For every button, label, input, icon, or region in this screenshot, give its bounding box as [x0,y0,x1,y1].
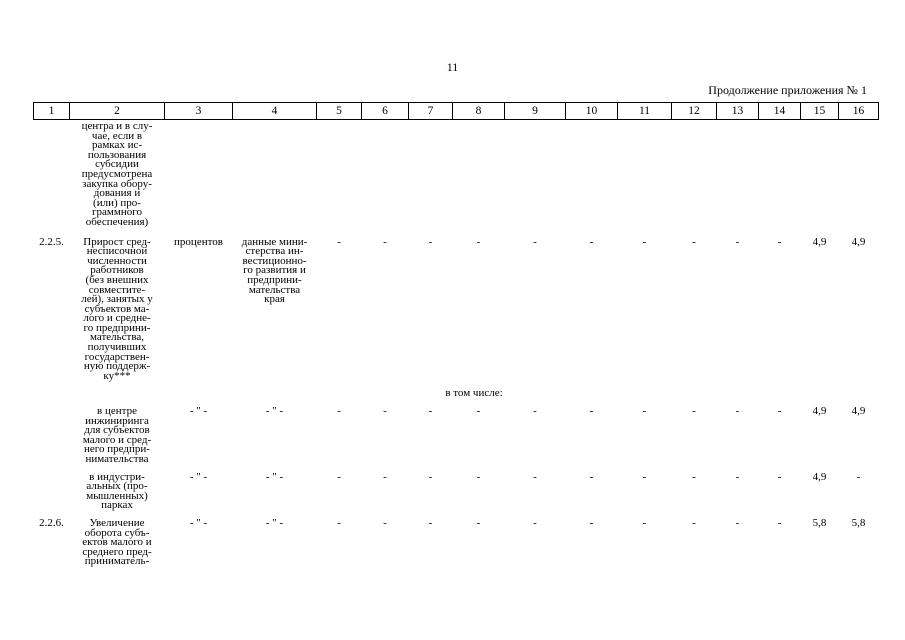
column-header: 15 [801,103,839,120]
table-cell [409,120,453,234]
table-cell: - [337,405,341,418]
table-cell [759,120,801,234]
table-cell [362,120,409,234]
table-cell: 2.2.6. [39,516,64,529]
column-header: 14 [759,103,801,120]
table-cell: - " - [265,516,284,529]
table-cell [672,120,717,234]
table-cell: - [735,405,740,418]
table-cell: 5,8 [812,516,827,529]
table-cell: - [589,470,594,483]
table-cell: - [735,516,740,529]
table-cell [505,120,566,234]
table-cell: - [589,405,594,418]
table-cell: - [735,235,740,248]
column-header: 3 [165,103,233,120]
column-header: 11 [618,103,672,120]
table-cell: - [383,516,387,529]
table-cell [34,473,70,519]
table-cell: 2.2.5. [39,235,64,248]
table-cell: - [533,470,537,483]
table-cell: - [692,516,696,529]
table-row [34,120,879,234]
table-cell [839,120,879,234]
table-row [34,407,879,473]
table-cell: - [777,516,782,529]
table-cell: - " - [265,470,284,483]
table-cell: 4,9 [851,235,866,248]
table-cell: - [476,470,481,483]
table-cell: - [533,405,537,418]
table-cell [618,120,672,234]
subheading-row [34,389,879,407]
table-cell: - [777,470,782,483]
table-cell: в индустри- альных (про- мышленных) парках [86,470,148,512]
table-cell: - [777,405,782,418]
table-cell: 5,8 [851,516,866,529]
table-cell: - [777,235,782,248]
table-cell: 4,9 [812,470,827,483]
table-row [34,473,879,519]
table-cell [717,120,759,234]
table-cell: - [337,470,341,483]
table-cell: - [642,235,647,248]
table-cell: - [428,516,433,529]
column-header: 9 [505,103,566,120]
table-row [34,519,879,567]
column-header: 13 [717,103,759,120]
column-header: 16 [839,103,879,120]
table-cell: - [589,235,594,248]
column-header: 10 [566,103,618,120]
table-cell: - [428,235,433,248]
table-cell: - [692,235,696,248]
column-header: 6 [362,103,409,120]
table-row [34,234,879,390]
column-header: 12 [672,103,717,120]
table-cell: 4,9 [812,235,827,248]
table-cell: - [735,470,740,483]
table-cell [453,120,505,234]
table-cell: - " - [189,405,208,418]
table-cell [34,407,70,473]
table-cell: Прирост сред- несписочной численности работников (без внешних совместите- лей), занятых у субъектов ма- лого и средне- го предприни- мательства, получивших государствен- ную поддерж- ку*** [81,235,153,382]
table-cell: данные мини- стерства ин- вестиционно- го развития и предприни- мательства края [241,235,308,306]
table-cell: - [476,405,481,418]
table-cell: - [476,235,481,248]
table-cell: - " - [189,516,208,529]
header-row [34,103,879,120]
column-header: 2 [70,103,165,120]
table-cell [34,120,70,234]
table-cell: Увеличение оборота субъ- ектов малого и среднего пред- приниматель- [82,516,152,568]
table-cell: - [337,516,341,529]
table-cell: процентов [174,235,223,248]
table-cell [233,120,317,234]
column-header: 1 [34,103,70,120]
table-cell: - [428,405,433,418]
table-cell: - [533,235,537,248]
table-cell: центра и в слу- чае, если в рамках ис- пользования субсидии предусмотрена закупка обору- дования и (или) про- граммного обеспечения) [81,120,153,228]
column-header: 4 [233,103,317,120]
table-cell [34,389,70,407]
table-cell: - [337,235,341,248]
table-cell: - [642,516,647,529]
table-cell: - " - [189,470,208,483]
table-cell: - [383,235,387,248]
table-cell [165,120,233,234]
table-cell: - [692,470,696,483]
table-cell: - [428,470,433,483]
table-cell: - " - [265,405,284,418]
table-cell: - [533,516,537,529]
table-cell [566,120,618,234]
table-cell: 4,9 [851,405,866,418]
column-header: 7 [409,103,453,120]
table-cell: - [476,516,481,529]
table-cell: - [383,405,387,418]
column-header: 8 [453,103,505,120]
table-cell [801,120,839,234]
table-cell: в центре инжиниринга для субъектов малого и сред- него предпри- нимательства [82,405,152,465]
table-cell: - [856,470,861,483]
table-cell [317,120,362,234]
continuation-label: Продолжение приложения № 1 [708,83,867,97]
table-cell: - [642,470,647,483]
page-number: 11 [446,60,459,74]
table-cell: 4,9 [812,405,827,418]
indicators-table [33,102,879,567]
table-cell: - [692,405,696,418]
column-header: 5 [317,103,362,120]
table-cell: - [642,405,647,418]
table-cell: - [383,470,387,483]
subheading-text: в том числе: [445,387,503,400]
table-cell: - [589,516,594,529]
